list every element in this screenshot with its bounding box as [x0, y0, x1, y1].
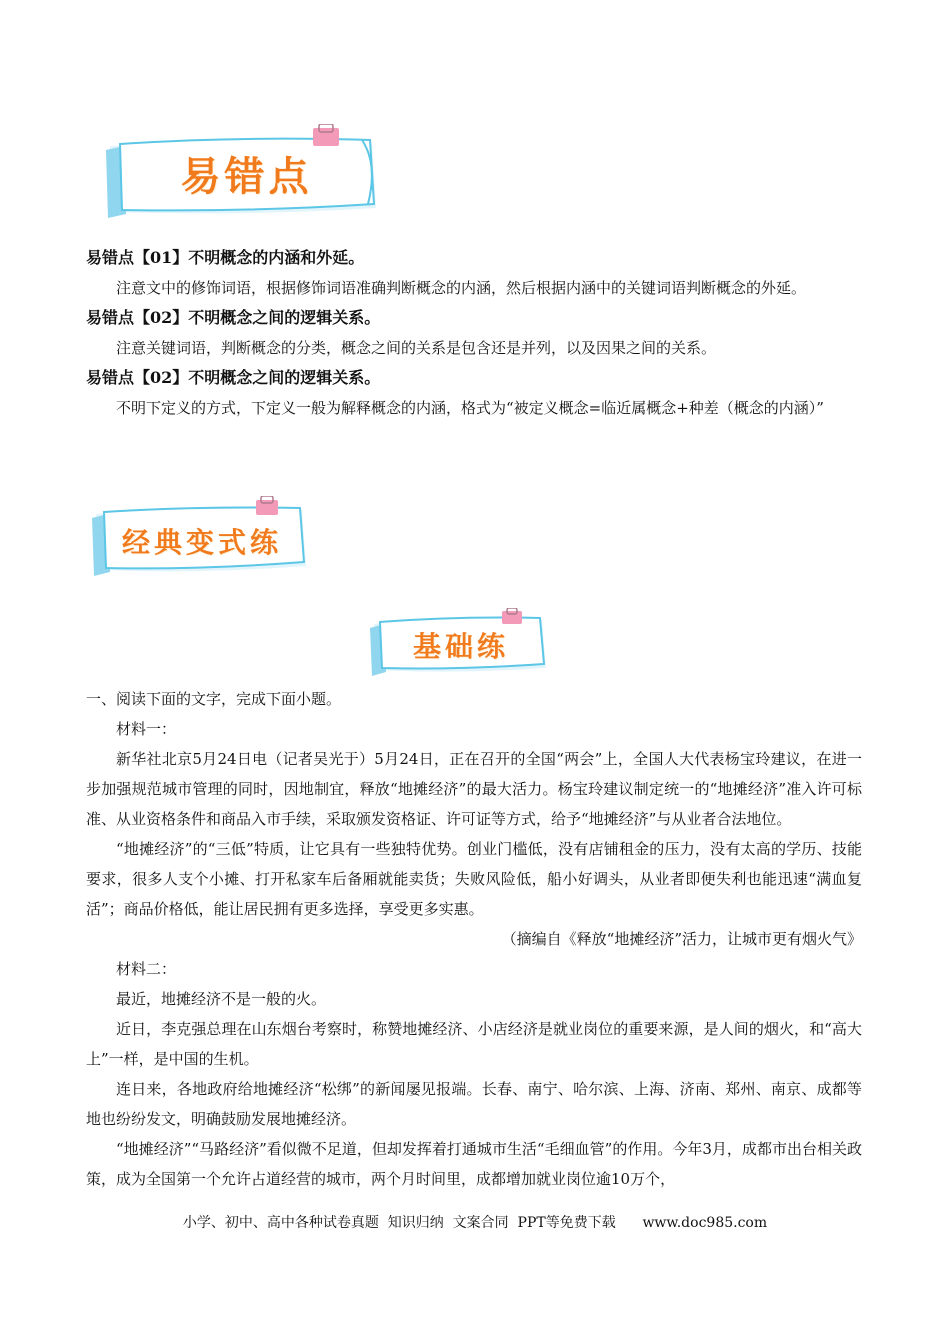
error-point-2-body: 注意关键词语，判断概念的分类，概念之间的关系是包含还是并列，以及因果之间的关系。 [116, 339, 717, 357]
material-1-paragraph: 新华社北京5月24日电（记者吴光于）5月24日，正在召开的全国“两会”上，全国人大代表杨宝玲建议，在进一步加强规范城市管理的同时，因地制宜，释放“地摊经济”的最大活力。杨宝玲建议制定统一的“地摊经济”准入许可标准、从业资格条件和商品入市手续，采取颁发资格证、许可证等方式，给予“地摊经济”与从业者合法地位。 [86, 750, 862, 828]
banner-jichu-title: 基础练 [412, 630, 509, 663]
error-point-1-body: 注意文中的修饰词语，根据修饰词语准确判断概念的内涵，然后根据内涵中的关键词语判断概念的外延。 [116, 279, 807, 297]
material-1-source: （摘编自《释放“地摊经济”活力，让城市更有烟火气》 [501, 930, 862, 948]
question-intro: 一、阅读下面的文字，完成下面小题。 [86, 690, 342, 708]
material-2-paragraph: 最近，地摊经济不是一般的火。 [116, 990, 327, 1008]
banner-jichu [368, 608, 554, 678]
banner-yicuodian-title: 易错点 [180, 153, 313, 200]
material-2-paragraph: 近日，李克强总理在山东烟台考察时，称赞地摊经济、小店经济是就业岗位的重要来源，是人间的烟火，和“高大上”一样，是中国的生机。 [86, 1020, 862, 1068]
error-point-3-body: 不明下定义的方式，下定义一般为解释概念的内涵，格式为“被定义概念=临近属概念+种差（概念的内涵）” [116, 399, 824, 417]
error-point-2-title: 易错点【02】不明概念之间的逻辑关系。 [86, 308, 381, 327]
material-2-paragraph: 连日来，各地政府给地摊经济“松绑”的新闻屡见报端。长春、南宁、哈尔滨、上海、济南、郑州、南京、成都等地也纷纷发文，明确鼓励发展地摊经济。 [86, 1080, 862, 1128]
material-2-paragraph: “地摊经济”“马路经济”看似微不足道，但却发挥着打通城市生活“毛细血管”的作用。今年3月，成都市出台相关政策，成为全国第一个允许占道经营的城市，两个月时间里，成都增加就业岗位逾10万个， [86, 1140, 862, 1188]
material-1-label: 材料一： [116, 720, 177, 738]
page-footer: 小学、初中、高中各种试卷真题 知识归纳 文案合同 PPT等免费下载 www.doc985.com [182, 1215, 768, 1231]
banner-jingdian-title: 经典变式练 [121, 526, 282, 559]
banner-yicuodian [100, 124, 385, 222]
material-1-paragraph: “地摊经济”的“三低”特质，让它具有一些独特优势。创业门槛低，没有店铺租金的压力，没有太高的学历、技能要求，很多人支个小摊、打开私家车后备厢就能卖货；失败风险低，船小好调头，从业者即便失利也能迅速“满血复活”；商品价格低，能让居民拥有更多选择，享受更多实惠。 [86, 840, 862, 918]
material-2-label: 材料二： [116, 960, 177, 978]
error-point-3-title: 易错点【02】不明概念之间的逻辑关系。 [86, 368, 381, 387]
error-point-1-title: 易错点【01】不明概念的内涵和外延。 [86, 248, 365, 267]
banner-jingdian [88, 496, 316, 578]
